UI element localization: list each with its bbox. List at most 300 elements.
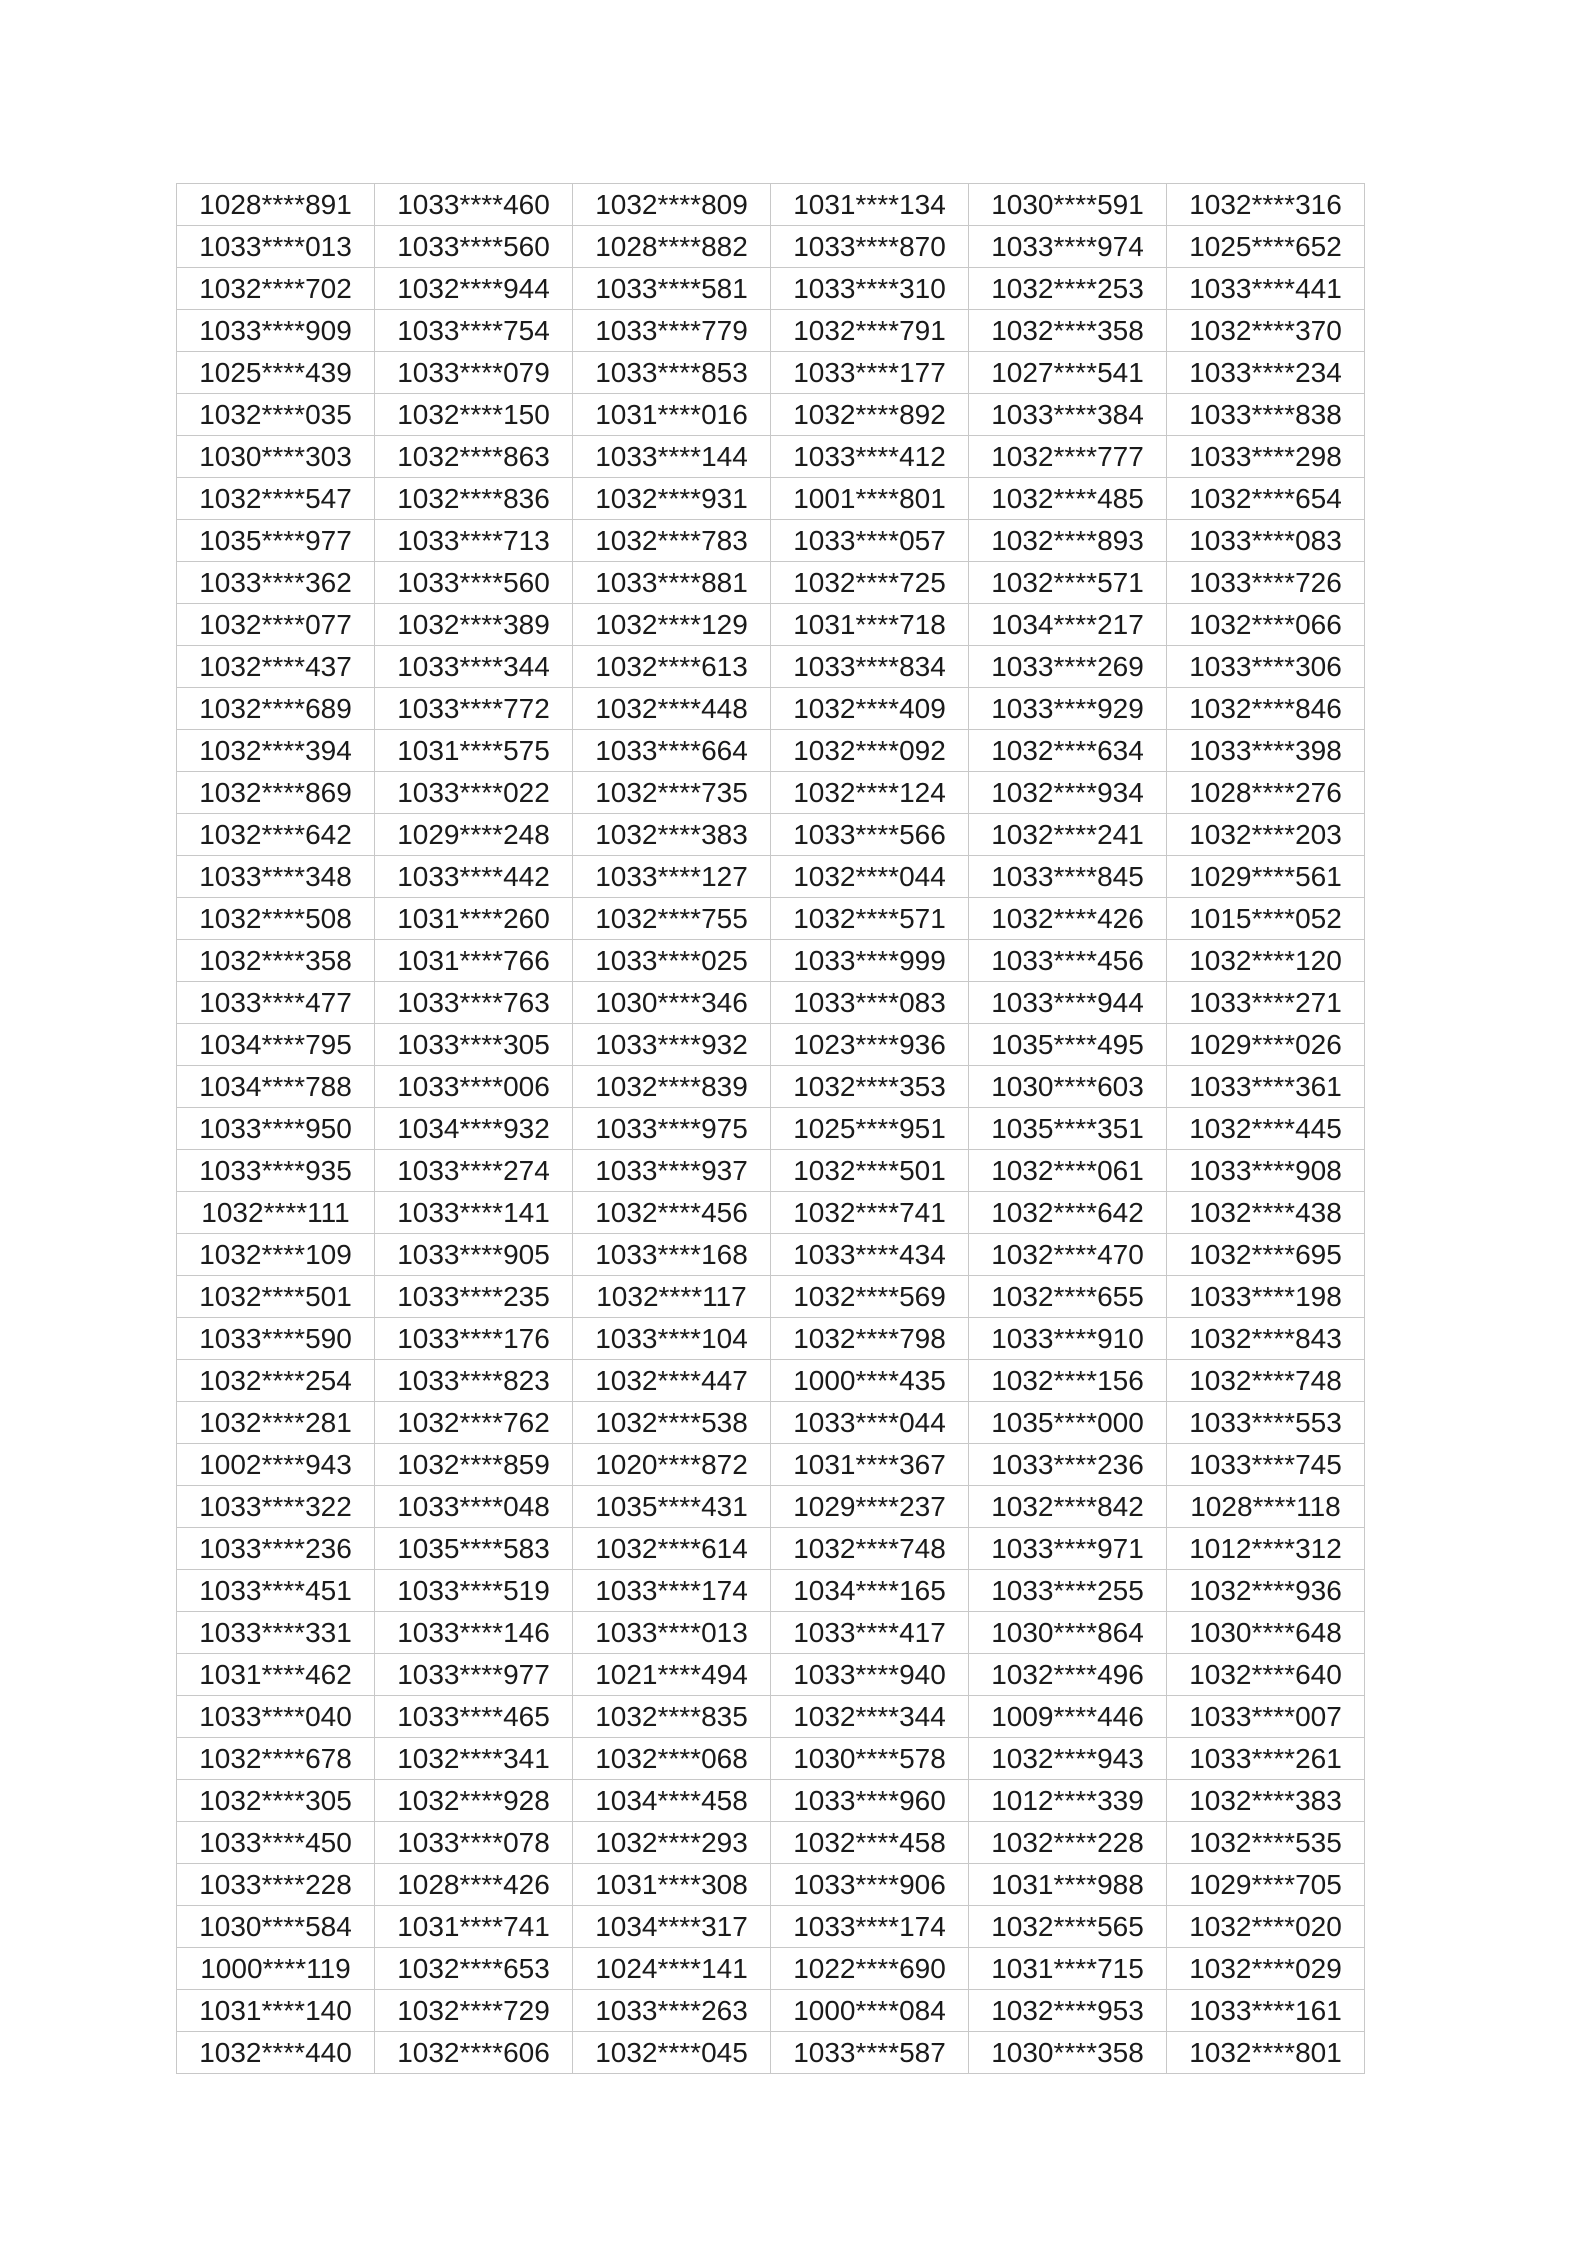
table-cell: 1033****412 — [771, 436, 969, 478]
table-cell: 1032****508 — [177, 898, 375, 940]
table-cell: 1033****235 — [375, 1276, 573, 1318]
table-cell: 1033****263 — [573, 1990, 771, 2032]
table-cell: 1015****052 — [1167, 898, 1365, 940]
table-cell: 1033****168 — [573, 1234, 771, 1276]
table-cell: 1032****383 — [1167, 1780, 1365, 1822]
table-cell: 1024****141 — [573, 1948, 771, 1990]
table-cell: 1034****217 — [969, 604, 1167, 646]
table-cell: 1033****745 — [1167, 1444, 1365, 1486]
table-cell: 1033****910 — [969, 1318, 1167, 1360]
table-cell: 1032****447 — [573, 1360, 771, 1402]
table-cell: 1030****864 — [969, 1612, 1167, 1654]
table-cell: 1034****317 — [573, 1906, 771, 1948]
table-cell: 1033****006 — [375, 1066, 573, 1108]
table-cell: 1032****045 — [573, 2032, 771, 2074]
table-cell: 1033****451 — [177, 1570, 375, 1612]
table-row — [177, 1738, 1365, 1780]
table-cell: 1032****305 — [177, 1780, 375, 1822]
table-cell: 1033****228 — [177, 1864, 375, 1906]
table-cell: 1032****863 — [375, 436, 573, 478]
table-cell: 1033****274 — [375, 1150, 573, 1192]
table-row — [177, 478, 1365, 520]
table-cell: 1033****853 — [573, 352, 771, 394]
table-cell: 1022****690 — [771, 1948, 969, 1990]
table-cell: 1032****344 — [771, 1696, 969, 1738]
table-cell: 1033****146 — [375, 1612, 573, 1654]
table-cell: 1032****571 — [969, 562, 1167, 604]
table-cell: 1032****358 — [177, 940, 375, 982]
table-cell: 1032****653 — [375, 1948, 573, 1990]
table-row — [177, 1444, 1365, 1486]
table-cell: 1033****261 — [1167, 1738, 1365, 1780]
table-cell: 1020****872 — [573, 1444, 771, 1486]
table-cell: 1032****695 — [1167, 1234, 1365, 1276]
table-row — [177, 268, 1365, 310]
table-cell: 1032****341 — [375, 1738, 573, 1780]
table-cell: 1033****269 — [969, 646, 1167, 688]
table-cell: 1031****718 — [771, 604, 969, 646]
table-cell: 1032****316 — [1167, 184, 1365, 226]
table-cell: 1032****254 — [177, 1360, 375, 1402]
table-cell: 1030****578 — [771, 1738, 969, 1780]
table-row — [177, 1864, 1365, 1906]
table-cell: 1032****842 — [969, 1486, 1167, 1528]
table-cell: 1033****971 — [969, 1528, 1167, 1570]
table-cell: 1033****935 — [177, 1150, 375, 1192]
table-cell: 1032****791 — [771, 310, 969, 352]
table-cell: 1033****944 — [969, 982, 1167, 1024]
table-cell: 1033****456 — [969, 940, 1167, 982]
table-cell: 1033****331 — [177, 1612, 375, 1654]
table-cell: 1032****470 — [969, 1234, 1167, 1276]
table-cell: 1033****174 — [771, 1906, 969, 1948]
table-cell: 1033****361 — [1167, 1066, 1365, 1108]
table-cell: 1025****951 — [771, 1108, 969, 1150]
table-row — [177, 1696, 1365, 1738]
table-cell: 1033****960 — [771, 1780, 969, 1822]
table-cell: 1033****198 — [1167, 1276, 1365, 1318]
table-cell: 1012****339 — [969, 1780, 1167, 1822]
table-cell: 1033****236 — [969, 1444, 1167, 1486]
table-cell: 1035****351 — [969, 1108, 1167, 1150]
table-cell: 1033****587 — [771, 2032, 969, 2074]
table-cell: 1032****068 — [573, 1738, 771, 1780]
table-row — [177, 1780, 1365, 1822]
table-cell: 1033****384 — [969, 394, 1167, 436]
table-cell: 1033****048 — [375, 1486, 573, 1528]
table-row — [177, 1024, 1365, 1066]
table-row — [177, 1486, 1365, 1528]
table-cell: 1032****281 — [177, 1402, 375, 1444]
table-row — [177, 1948, 1365, 1990]
table-cell: 1032****836 — [375, 478, 573, 520]
table-cell: 1033****929 — [969, 688, 1167, 730]
table-cell: 1031****575 — [375, 730, 573, 772]
table-cell: 1033****040 — [177, 1696, 375, 1738]
table-cell: 1033****754 — [375, 310, 573, 352]
table-cell: 1033****236 — [177, 1528, 375, 1570]
table-cell: 1033****417 — [771, 1612, 969, 1654]
table-cell: 1000****119 — [177, 1948, 375, 1990]
table-cell: 1032****293 — [573, 1822, 771, 1864]
table-cell: 1032****859 — [375, 1444, 573, 1486]
table-cell: 1032****394 — [177, 730, 375, 772]
table-row — [177, 604, 1365, 646]
table-row — [177, 1066, 1365, 1108]
table-cell: 1033****906 — [771, 1864, 969, 1906]
table-cell: 1032****729 — [375, 1990, 573, 2032]
table-cell: 1025****439 — [177, 352, 375, 394]
table-row — [177, 1318, 1365, 1360]
table-cell: 1032****614 — [573, 1528, 771, 1570]
table-cell: 1035****583 — [375, 1528, 573, 1570]
table-cell: 1032****370 — [1167, 310, 1365, 352]
table-cell: 1033****977 — [375, 1654, 573, 1696]
table-row — [177, 1570, 1365, 1612]
table-cell: 1033****950 — [177, 1108, 375, 1150]
table-cell: 1032****409 — [771, 688, 969, 730]
table-cell: 1031****308 — [573, 1864, 771, 1906]
table-cell: 1033****127 — [573, 856, 771, 898]
table-cell: 1031****715 — [969, 1948, 1167, 1990]
table-cell: 1035****000 — [969, 1402, 1167, 1444]
table-cell: 1032****117 — [573, 1276, 771, 1318]
table-cell: 1032****801 — [1167, 2032, 1365, 2074]
table-cell: 1032****496 — [969, 1654, 1167, 1696]
table-row — [177, 2032, 1365, 2074]
table-row — [177, 394, 1365, 436]
table-cell: 1033****560 — [375, 562, 573, 604]
table-cell: 1029****237 — [771, 1486, 969, 1528]
table-cell: 1028****426 — [375, 1864, 573, 1906]
table-cell: 1033****398 — [1167, 730, 1365, 772]
table-cell: 1032****501 — [177, 1276, 375, 1318]
table-cell: 1033****566 — [771, 814, 969, 856]
table-cell: 1031****766 — [375, 940, 573, 982]
table-row — [177, 898, 1365, 940]
table-cell: 1031****016 — [573, 394, 771, 436]
table-row — [177, 1402, 1365, 1444]
table-cell: 1033****442 — [375, 856, 573, 898]
table-cell: 1032****456 — [573, 1192, 771, 1234]
table-cell: 1033****104 — [573, 1318, 771, 1360]
table-cell: 1032****762 — [375, 1402, 573, 1444]
table-cell: 1032****934 — [969, 772, 1167, 814]
table-cell: 1033****057 — [771, 520, 969, 562]
table-cell: 1033****553 — [1167, 1402, 1365, 1444]
table-cell: 1033****271 — [1167, 982, 1365, 1024]
table-cell: 1029****705 — [1167, 1864, 1365, 1906]
table-cell: 1034****788 — [177, 1066, 375, 1108]
table-cell: 1032****928 — [375, 1780, 573, 1822]
table-cell: 1032****783 — [573, 520, 771, 562]
table-cell: 1032****124 — [771, 772, 969, 814]
table-cell: 1032****741 — [771, 1192, 969, 1234]
table-cell: 1033****441 — [1167, 268, 1365, 310]
table-cell: 1033****025 — [573, 940, 771, 982]
table-cell: 1032****654 — [1167, 478, 1365, 520]
table-cell: 1032****092 — [771, 730, 969, 772]
table-row — [177, 1234, 1365, 1276]
table-cell: 1029****561 — [1167, 856, 1365, 898]
table-cell: 1032****655 — [969, 1276, 1167, 1318]
table-cell: 1033****434 — [771, 1234, 969, 1276]
table-cell: 1032****485 — [969, 478, 1167, 520]
table-cell: 1032****634 — [969, 730, 1167, 772]
table-cell: 1031****134 — [771, 184, 969, 226]
table-cell: 1033****083 — [1167, 520, 1365, 562]
table-cell: 1033****823 — [375, 1360, 573, 1402]
table-cell: 1033****450 — [177, 1822, 375, 1864]
table-cell: 1032****020 — [1167, 1906, 1365, 1948]
table-cell: 1030****603 — [969, 1066, 1167, 1108]
table-cell: 1032****798 — [771, 1318, 969, 1360]
table-cell: 1033****779 — [573, 310, 771, 352]
table-cell: 1032****678 — [177, 1738, 375, 1780]
table-cell: 1032****777 — [969, 436, 1167, 478]
table-cell: 1032****748 — [771, 1528, 969, 1570]
table-row — [177, 520, 1365, 562]
table-cell: 1032****440 — [177, 2032, 375, 2074]
table-cell: 1032****642 — [177, 814, 375, 856]
table-cell: 1034****795 — [177, 1024, 375, 1066]
table-cell: 1033****937 — [573, 1150, 771, 1192]
table-row — [177, 814, 1365, 856]
table-cell: 1032****809 — [573, 184, 771, 226]
table-cell: 1033****176 — [375, 1318, 573, 1360]
table-cell: 1032****353 — [771, 1066, 969, 1108]
table-cell: 1033****298 — [1167, 436, 1365, 478]
table-cell: 1033****177 — [771, 352, 969, 394]
table-cell: 1032****944 — [375, 268, 573, 310]
table-cell: 1032****642 — [969, 1192, 1167, 1234]
table-cell: 1033****974 — [969, 226, 1167, 268]
table-cell: 1032****150 — [375, 394, 573, 436]
table-cell: 1032****943 — [969, 1738, 1167, 1780]
table-cell: 1033****999 — [771, 940, 969, 982]
table-cell: 1033****838 — [1167, 394, 1365, 436]
table-cell: 1033****022 — [375, 772, 573, 814]
table-cell: 1032****535 — [1167, 1822, 1365, 1864]
table-cell: 1029****026 — [1167, 1024, 1365, 1066]
table-cell: 1033****078 — [375, 1822, 573, 1864]
table-cell: 1032****538 — [573, 1402, 771, 1444]
table-cell: 1033****975 — [573, 1108, 771, 1150]
table-cell: 1000****435 — [771, 1360, 969, 1402]
table-cell: 1035****495 — [969, 1024, 1167, 1066]
table-cell: 1033****144 — [573, 436, 771, 478]
table-cell: 1032****438 — [1167, 1192, 1365, 1234]
table-row — [177, 1108, 1365, 1150]
table-cell: 1032****389 — [375, 604, 573, 646]
table-row — [177, 1990, 1365, 2032]
table-cell: 1032****547 — [177, 478, 375, 520]
table-cell: 1032****426 — [969, 898, 1167, 940]
table-cell: 1032****839 — [573, 1066, 771, 1108]
table-cell: 1025****652 — [1167, 226, 1365, 268]
table-cell: 1028****891 — [177, 184, 375, 226]
table-row — [177, 1150, 1365, 1192]
table-cell: 1032****035 — [177, 394, 375, 436]
table-body — [177, 184, 1365, 2074]
table-cell: 1032****931 — [573, 478, 771, 520]
table-cell: 1032****702 — [177, 268, 375, 310]
table-cell: 1032****501 — [771, 1150, 969, 1192]
table-row — [177, 730, 1365, 772]
table-cell: 1033****310 — [771, 268, 969, 310]
table-cell: 1033****344 — [375, 646, 573, 688]
table-row — [177, 688, 1365, 730]
table-cell: 1032****936 — [1167, 1570, 1365, 1612]
table-row — [177, 1276, 1365, 1318]
table-cell: 1032****061 — [969, 1150, 1167, 1192]
table-cell: 1030****303 — [177, 436, 375, 478]
table-cell: 1033****161 — [1167, 1990, 1365, 2032]
table-cell: 1033****348 — [177, 856, 375, 898]
table-cell: 1032****835 — [573, 1696, 771, 1738]
table-cell: 1000****084 — [771, 1990, 969, 2032]
table-cell: 1032****448 — [573, 688, 771, 730]
table-cell: 1032****077 — [177, 604, 375, 646]
table-cell: 1033****932 — [573, 1024, 771, 1066]
table-cell: 1033****870 — [771, 226, 969, 268]
table-cell: 1032****725 — [771, 562, 969, 604]
table-cell: 1033****306 — [1167, 646, 1365, 688]
table-row — [177, 1192, 1365, 1234]
table-cell: 1012****312 — [1167, 1528, 1365, 1570]
table-cell: 1032****109 — [177, 1234, 375, 1276]
masked-id-table — [176, 183, 1365, 2074]
table-cell: 1031****988 — [969, 1864, 1167, 1906]
table-cell: 1002****943 — [177, 1444, 375, 1486]
table-cell: 1032****383 — [573, 814, 771, 856]
table-row — [177, 436, 1365, 478]
table-cell: 1031****462 — [177, 1654, 375, 1696]
table-cell: 1032****203 — [1167, 814, 1365, 856]
table-cell: 1033****255 — [969, 1570, 1167, 1612]
table-cell: 1032****120 — [1167, 940, 1365, 982]
table-cell: 1033****590 — [177, 1318, 375, 1360]
table-cell: 1031****367 — [771, 1444, 969, 1486]
table-cell: 1032****228 — [969, 1822, 1167, 1864]
table-cell: 1028****276 — [1167, 772, 1365, 814]
table-cell: 1033****834 — [771, 646, 969, 688]
table-row — [177, 1528, 1365, 1570]
table-cell: 1033****881 — [573, 562, 771, 604]
table-cell: 1032****892 — [771, 394, 969, 436]
table-cell: 1033****013 — [177, 226, 375, 268]
table-cell: 1030****648 — [1167, 1612, 1365, 1654]
table-cell: 1032****893 — [969, 520, 1167, 562]
table-cell: 1032****129 — [573, 604, 771, 646]
table-cell: 1033****234 — [1167, 352, 1365, 394]
table-cell: 1034****165 — [771, 1570, 969, 1612]
table-cell: 1032****569 — [771, 1276, 969, 1318]
table-cell: 1032****044 — [771, 856, 969, 898]
table-cell: 1032****253 — [969, 268, 1167, 310]
table-cell: 1033****940 — [771, 1654, 969, 1696]
table-cell: 1031****260 — [375, 898, 573, 940]
table-cell: 1032****640 — [1167, 1654, 1365, 1696]
table-cell: 1035****977 — [177, 520, 375, 562]
table-cell: 1033****083 — [771, 982, 969, 1024]
table-row — [177, 646, 1365, 688]
table-row — [177, 1654, 1365, 1696]
table-cell: 1032****565 — [969, 1906, 1167, 1948]
table-cell: 1032****748 — [1167, 1360, 1365, 1402]
table-cell: 1033****713 — [375, 520, 573, 562]
table-cell: 1033****845 — [969, 856, 1167, 898]
table-cell: 1031****741 — [375, 1906, 573, 1948]
table-cell: 1029****248 — [375, 814, 573, 856]
table-cell: 1035****431 — [573, 1486, 771, 1528]
table-row — [177, 1822, 1365, 1864]
table-cell: 1033****174 — [573, 1570, 771, 1612]
table-cell: 1032****735 — [573, 772, 771, 814]
table-cell: 1033****460 — [375, 184, 573, 226]
table-cell: 1033****305 — [375, 1024, 573, 1066]
table-cell: 1033****141 — [375, 1192, 573, 1234]
table-cell: 1032****358 — [969, 310, 1167, 352]
table-cell: 1033****726 — [1167, 562, 1365, 604]
table-row — [177, 982, 1365, 1024]
table-cell: 1021****494 — [573, 1654, 771, 1696]
table-cell: 1030****358 — [969, 2032, 1167, 2074]
table-cell: 1030****591 — [969, 184, 1167, 226]
table-cell: 1033****909 — [177, 310, 375, 352]
table-row — [177, 310, 1365, 352]
table-cell: 1023****936 — [771, 1024, 969, 1066]
table-cell: 1032****029 — [1167, 1948, 1365, 1990]
table-cell: 1030****346 — [573, 982, 771, 1024]
table-cell: 1009****446 — [969, 1696, 1167, 1738]
table-cell: 1033****664 — [573, 730, 771, 772]
table-cell: 1032****606 — [375, 2032, 573, 2074]
table-cell: 1032****241 — [969, 814, 1167, 856]
table-cell: 1033****362 — [177, 562, 375, 604]
table-cell: 1033****560 — [375, 226, 573, 268]
table-cell: 1034****932 — [375, 1108, 573, 1150]
table-row — [177, 940, 1365, 982]
table-cell: 1033****465 — [375, 1696, 573, 1738]
table-cell: 1033****013 — [573, 1612, 771, 1654]
table-cell: 1033****007 — [1167, 1696, 1365, 1738]
table-row — [177, 352, 1365, 394]
table-cell: 1032****869 — [177, 772, 375, 814]
table-cell: 1032****445 — [1167, 1108, 1365, 1150]
table-row — [177, 562, 1365, 604]
table-row — [177, 184, 1365, 226]
table-cell: 1032****066 — [1167, 604, 1365, 646]
table-cell: 1032****613 — [573, 646, 771, 688]
table-row — [177, 1612, 1365, 1654]
table-cell: 1033****905 — [375, 1234, 573, 1276]
table-row — [177, 772, 1365, 814]
table-row — [177, 226, 1365, 268]
table-cell: 1027****541 — [969, 352, 1167, 394]
table-cell: 1031****140 — [177, 1990, 375, 2032]
table-cell: 1033****581 — [573, 268, 771, 310]
table-cell: 1032****458 — [771, 1822, 969, 1864]
table-cell: 1032****571 — [771, 898, 969, 940]
table-cell: 1033****079 — [375, 352, 573, 394]
table-cell: 1033****322 — [177, 1486, 375, 1528]
table-row — [177, 856, 1365, 898]
table-cell: 1032****953 — [969, 1990, 1167, 2032]
table-cell: 1032****437 — [177, 646, 375, 688]
table-row — [177, 1360, 1365, 1402]
table-cell: 1030****584 — [177, 1906, 375, 1948]
